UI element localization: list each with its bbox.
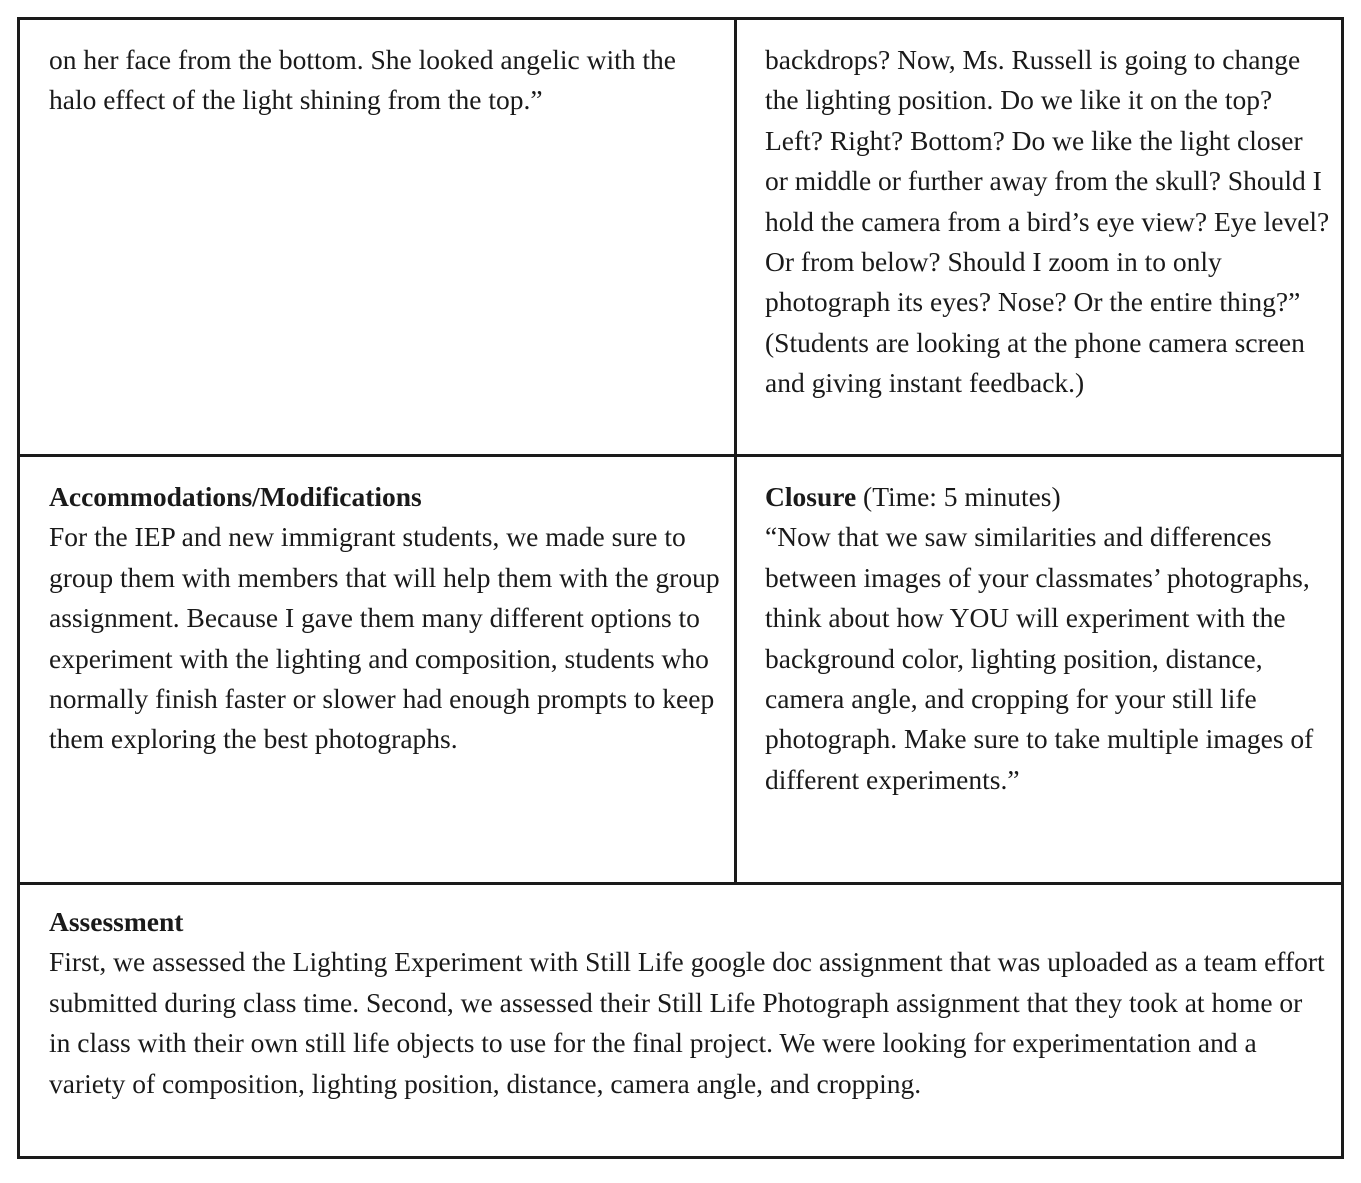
table-row: [20, 457, 1341, 885]
lesson-continuation-text: on her face from the bottom. She looked angelic with the halo effect of the light shining from the top.”: [49, 44, 676, 116]
accommodations-heading: Accommodations/Modifications: [49, 481, 422, 512]
accommodations-body: For the IEP and new immigrant students, we made sure to group them with members that will help them with the group assignment. Because I gave them many different options to experiment with the lighting and composition, students who normally finish faster or slower had enough prompts to keep them exploring the best photographs.: [49, 521, 720, 755]
lesson-continuation-cell: [20, 20, 737, 454]
assessment-body: First, we assessed the Lighting Experiment with Still Life google doc assignment that was uploaded as a team effort submitted during class time. Second, we assessed their Still Life Photograph assignment that they took at home or in class with their own still life objects to use for the final project. We were looking for experimentation and a variety of composition, lighting position, distance, camera angle, and cropping.: [49, 946, 1325, 1099]
assessment-heading: Assessment: [49, 906, 184, 937]
closure-cell: [737, 457, 1341, 882]
table-row: [20, 20, 1341, 457]
accommodations-cell: [20, 457, 737, 882]
closure-time: (Time: 5 minutes): [856, 481, 1061, 512]
procedure-continuation-text: backdrops? Now, Ms. Russell is going to change the lighting position. Do we like it on the top? Left? Right? Bottom? Do we like the light closer or middle or further away from the skull? Should I hold the camera from a bird’s eye view? Eye level? Or from below? Should I zoom in to only photograph its eyes? Nose? Or the entire thing?” (Students are looking at the phone camera screen and giving instant feedback.): [765, 44, 1330, 399]
closure-heading: Closure: [765, 481, 857, 512]
assessment-cell: [20, 885, 1341, 1156]
procedure-continuation-cell: [737, 20, 1341, 454]
table-row: [20, 885, 1341, 1156]
lesson-plan-table: [17, 17, 1344, 1159]
closure-body: “Now that we saw similarities and differences between images of your classmates’ photographs, think about how YOU will experiment with the background color, lighting position, distance, camera angle, and cropping for your still life photograph. Make sure to take multiple images of different experiments.”: [765, 521, 1314, 795]
